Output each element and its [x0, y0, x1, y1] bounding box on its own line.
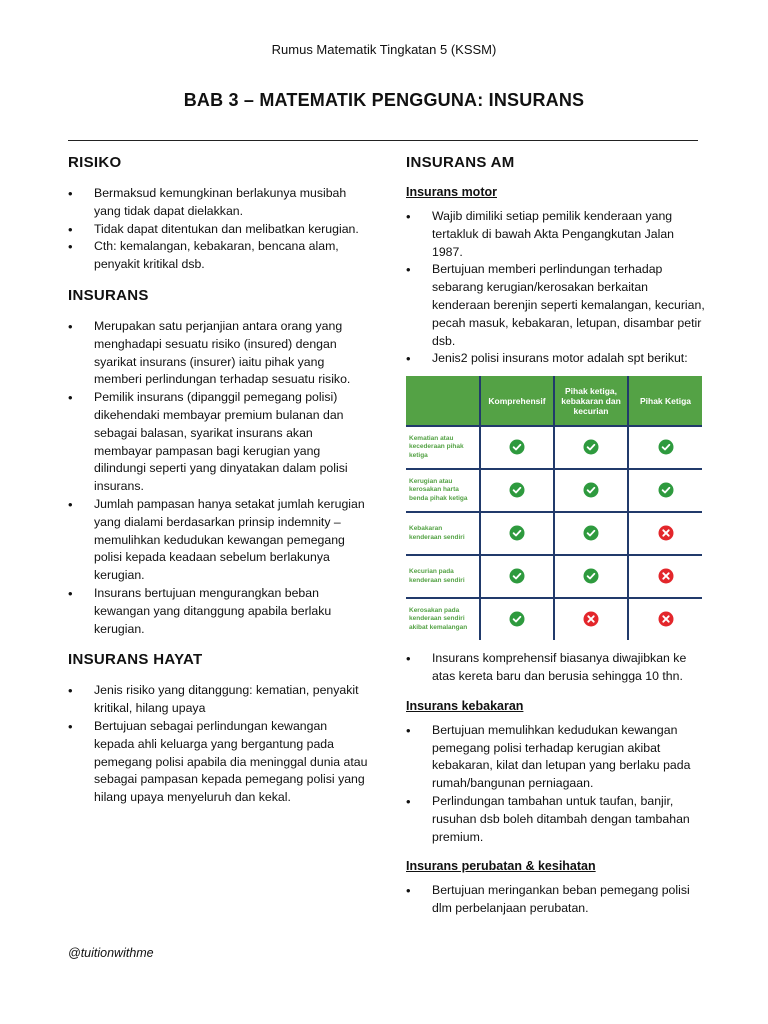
footer-handle: @tuitionwithme	[68, 946, 154, 960]
check-circle-icon	[509, 482, 525, 498]
insurans-motor-subheading: Insurans motor	[406, 185, 497, 199]
table-cell	[480, 426, 554, 469]
table-cell	[628, 512, 702, 555]
table-cell	[628, 469, 702, 512]
right-column	[406, 150, 706, 918]
table-cell	[554, 555, 628, 598]
row-label: Kebakaran kenderaan sendiri	[406, 512, 480, 555]
list-item: • Merupakan satu perjanjian antara orang yang menghadapi sesuatu risiko (insured) dengan syarikat insurans (insurer) iaitu pihak yang memberi perlindungan terhadap sesuatu risiko.	[68, 318, 368, 389]
cross-circle-icon	[583, 611, 599, 627]
table-cell	[628, 555, 702, 598]
table-row	[406, 598, 702, 640]
table-cell	[554, 426, 628, 469]
row-label: Kematian atau kecederaan pihak ketiga	[406, 426, 480, 469]
check-circle-icon	[583, 482, 599, 498]
risiko-list	[68, 185, 368, 274]
check-circle-icon	[583, 525, 599, 541]
list-item: • Tidak dapat ditentukan dan melibatkan kerugian.	[68, 221, 368, 239]
cross-circle-icon	[658, 525, 674, 541]
row-label: Kerosakan pada kenderaan sendiri akibat kemalangan	[406, 598, 480, 640]
table-header-row	[406, 376, 702, 426]
left-column	[68, 150, 368, 807]
risiko-heading: RISIKO	[68, 154, 122, 171]
row-label: Kerugian atau kerosakan harta benda pihak ketiga	[406, 469, 480, 512]
cross-circle-icon	[658, 568, 674, 584]
check-circle-icon	[509, 439, 525, 455]
column-header: Pihak ketiga, kebakaran dan kecurian	[554, 376, 628, 426]
insurans-perubatan-subheading: Insurans perubatan & kesihatan	[406, 859, 596, 874]
column-header: Pihak Ketiga	[628, 376, 702, 426]
table-cell	[628, 598, 702, 640]
list-item: • Insurans bertujuan mengurangkan beban kewangan yang ditanggung apabila berlaku kerugian.	[68, 585, 368, 638]
table-corner	[406, 376, 480, 426]
list-item: • Bermaksud kemungkinan berlakunya musibah yang tidak dapat dielakkan.	[68, 185, 368, 221]
list-item: • Bertujuan memulihkan kedudukan kewangan pemegang polisi terhadap kerugian akibat kebakaran, kilat dan letupan yang berlaku pada rumah/bangunan perniagaan.	[406, 722, 706, 793]
list-item: • Cth: kemalangan, kebakaran, bencana alam, penyakit kritikal dsb.	[68, 238, 368, 274]
cross-circle-icon	[658, 611, 674, 627]
list-item: • Jumlah pampasan hanya setakat jumlah kerugian yang dialami berdasarkan prinsip indemnity – memulihkan kedudukan kewangan pemegang polisi kepada keadaan sebelum berlakunya kerugian.	[68, 496, 368, 585]
check-circle-icon	[658, 439, 674, 455]
table-row	[406, 426, 702, 469]
check-circle-icon	[509, 525, 525, 541]
table-row	[406, 469, 702, 512]
hayat-list	[68, 682, 368, 807]
list-item: • Pemilik insurans (dipanggil pemegang polisi) dikehendaki membayar premium bulanan dan sebagai balasan, syarikat insurans akan membayar pampasan bagi kerugian yang dilindungi seperti yang dinyatakan dalam polisi insurans.	[68, 389, 368, 496]
table-row	[406, 512, 702, 555]
column-header: Komprehensif	[480, 376, 554, 426]
kebakaran-list	[406, 722, 706, 847]
table-cell	[480, 469, 554, 512]
check-circle-icon	[509, 568, 525, 584]
table-cell	[628, 426, 702, 469]
motor-policy-table	[406, 376, 702, 640]
table-row	[406, 555, 702, 598]
perubatan-list	[406, 882, 706, 918]
table-cell	[480, 598, 554, 640]
insurans-am-heading: INSURANS AM	[406, 154, 515, 171]
document-header: Rumus Matematik Tingkatan 5 (KSSM)	[271, 42, 497, 57]
insurans-heading: INSURANS	[68, 286, 149, 304]
list-item: • Bertujuan meringankan beban pemegang polisi dlm perbelanjaan perubatan.	[406, 882, 706, 918]
table-cell	[480, 512, 554, 555]
table-cell	[554, 469, 628, 512]
row-label: Kecurian pada kenderaan sendiri	[406, 555, 480, 598]
table-cell	[554, 598, 628, 640]
table-body	[406, 426, 702, 640]
list-item: • Perlindungan tambahan untuk taufan, banjir, rusuhan dsb boleh ditambah dengan tambahan premium.	[406, 793, 706, 846]
motor-note-list	[406, 650, 706, 686]
list-item: • Insurans komprehensif biasanya diwajibkan ke atas kereta baru dan berusia sehingga 10 thn.	[406, 650, 706, 686]
table-cell	[554, 512, 628, 555]
list-item: • Bertujuan memberi perlindungan terhadap sebarang kerugian/kerosakan berkaitan kenderaan berenjin seperti kemalangan, kecurian, pecah masuk, kebakaran, letupan, disambar petir dsb.	[406, 261, 706, 350]
title-divider	[68, 140, 698, 141]
motor-list	[406, 208, 706, 368]
insurans-kebakaran-subheading: Insurans kebakaran	[406, 698, 524, 713]
check-circle-icon	[658, 482, 674, 498]
list-item: • Jenis2 polisi insurans motor adalah spt berikut:	[406, 350, 706, 368]
insurans-list	[68, 318, 368, 638]
insurans-hayat-heading: INSURANS HAYAT	[68, 651, 203, 669]
document-title: BAB 3 – MATEMATIK PENGGUNA: INSURANS	[183, 90, 585, 110]
table-cell	[480, 555, 554, 598]
check-circle-icon	[509, 611, 525, 627]
list-item: • Bertujuan sebagai perlindungan kewangan kepada ahli keluarga yang bergantung pada pemegang polisi apabila dia meninggal dunia atau sebagai pampasan kepada pemegang polisi yang hilang upaya menyeluruh dan kekal.	[68, 718, 368, 807]
check-circle-icon	[583, 439, 599, 455]
list-item: • Jenis risiko yang ditanggung: kematian, penyakit kritikal, hilang upaya	[68, 682, 368, 718]
check-circle-icon	[583, 568, 599, 584]
list-item: • Wajib dimiliki setiap pemilik kenderaan yang tertakluk di bawah Akta Pengangkutan Jalan 1987.	[406, 208, 706, 261]
